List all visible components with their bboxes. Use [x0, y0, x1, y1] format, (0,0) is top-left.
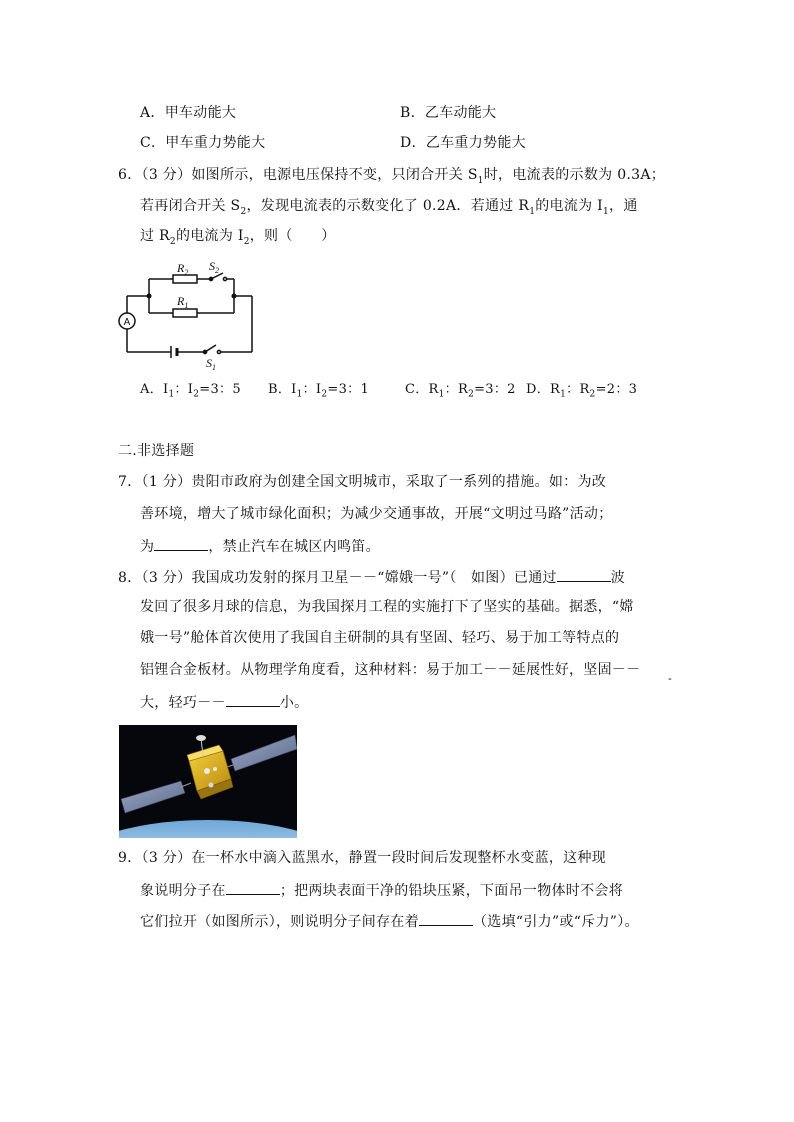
- switch-s2-contact: [223, 277, 226, 280]
- resistor-r1: [173, 309, 197, 317]
- label-r2: $R_2$: [177, 261, 189, 277]
- q8-line-2: 发回了很多月球的信息，为我国探月工程的实施打下了坚实的基础。据悉，“嫦: [140, 599, 634, 615]
- option-sub: 1: [438, 389, 445, 400]
- option-text: =3：2: [474, 382, 516, 397]
- q9-line-2: [140, 880, 623, 900]
- q8-text: 大，轻巧－－: [140, 695, 226, 711]
- option-text: ：R: [444, 382, 469, 397]
- label-ammeter: A: [123, 317, 131, 328]
- q7-text: ，禁止汽车在城区内鸣笛。: [208, 539, 380, 555]
- q8-text: 小。: [279, 695, 309, 711]
- q6-number: 6．: [118, 167, 142, 183]
- q8-score: （3 分）: [141, 570, 192, 586]
- q5-option-a: A．甲车动能大: [140, 105, 237, 121]
- option-text: ：I: [174, 382, 194, 397]
- q6-line-3: [140, 227, 336, 245]
- q6-sub: 2: [169, 236, 176, 247]
- q6-sub: 1: [477, 175, 484, 186]
- q6-text: ，则（ ）: [249, 228, 336, 244]
- label-s1: $S_1$: [206, 356, 216, 371]
- q7-number: 7．: [118, 474, 142, 490]
- q5-option-b: B．乙车动能大: [400, 105, 497, 121]
- answer-blank[interactable]: [226, 880, 280, 895]
- q6-text: 若再闭合开关 S: [140, 198, 241, 214]
- q9-line-3: [140, 911, 639, 931]
- answer-blank[interactable]: [154, 536, 208, 551]
- answer-blank[interactable]: [557, 567, 611, 582]
- option-sub: 2: [468, 389, 475, 400]
- q9-line-1: [118, 849, 606, 867]
- option-text: B．I: [268, 382, 297, 397]
- option-sub: 2: [321, 389, 328, 400]
- circuit-diagram: [115, 256, 265, 371]
- option-text: C．R: [405, 382, 439, 397]
- q6-text: 过 R: [140, 228, 170, 244]
- q7-line-2: 善环境，增大了城市绿化面积；为减少交通事故，开展“文明过马路”活动；: [140, 506, 613, 522]
- option-text: ：R: [566, 382, 590, 397]
- q9-score: （3 分）: [141, 850, 192, 866]
- q7-score: （1 分）: [141, 474, 192, 490]
- margin-mark: -: [668, 672, 673, 685]
- option-text: =3：5: [199, 382, 241, 397]
- switch-s1-contact: [217, 350, 220, 353]
- q6-option-c: [405, 381, 516, 399]
- q6-text: ，通: [609, 198, 638, 214]
- label-s2: $S_2$: [209, 259, 219, 275]
- q9-number: 9．: [118, 850, 142, 866]
- q6-line-1: [118, 166, 665, 184]
- q9-text: 象说明分子在: [140, 883, 226, 899]
- q8-text: 我国成功发射的探月卫星－－“嫦娥一号”（ 如图）已通过: [191, 570, 557, 586]
- option-text: A．I: [140, 382, 169, 397]
- q6-option-b: [268, 381, 369, 399]
- q6-line-2: [140, 197, 638, 215]
- q8-line-4: 铝锂合金板材。从物理学角度看，这种材料：易于加工－－延展性好，坚固－－: [140, 662, 641, 678]
- option-sub: 1: [560, 389, 567, 400]
- section-title: 二.非选择题: [118, 443, 195, 459]
- q7-text: 贵阳市政府为创建全国文明城市，采取了一系列的措施。如：为改: [191, 474, 607, 490]
- q8-line-3: 娥一号”舱体首次使用了我国自主研制的具有坚固、轻巧、易于加工等特点的: [140, 630, 620, 646]
- satellite-image: [119, 725, 297, 838]
- q6-sub: 2: [240, 206, 247, 217]
- satellite-antenna: [196, 735, 206, 741]
- label-r1: $R_1$: [177, 294, 189, 310]
- q9-text: ；把两块表面干净的铅块压紧，下面吊一物体时不会将: [279, 883, 624, 899]
- switch-s1-blade: [205, 345, 216, 352]
- answer-blank[interactable]: [419, 911, 473, 926]
- q7-line-1: [118, 473, 606, 491]
- q5-option-c: C．甲车重力势能大: [140, 135, 266, 151]
- q9-text: 在一杯水中滴入蓝黑水，静置一段时间后发现整杯水变蓝，这种现: [191, 850, 607, 866]
- q6-text: 如图所示，电源电压保持不变，只闭合开关 S: [191, 167, 478, 183]
- option-sub: 1: [296, 389, 303, 400]
- q6-text: 时，电流表的示数为 0.3A；: [483, 167, 666, 183]
- q6-option-d: [526, 381, 637, 399]
- q8-line-5: [140, 692, 308, 712]
- q7-line-3: [140, 536, 380, 556]
- q6-text: 的电流为 I: [175, 228, 244, 244]
- q6-sub: 1: [529, 206, 536, 217]
- q6-text: ，发现电流表的示数变化了 0.2A．若通过 R: [246, 198, 530, 214]
- option-text: =2：3: [595, 382, 638, 397]
- answer-blank[interactable]: [226, 692, 280, 707]
- option-sub: 1: [168, 389, 175, 400]
- option-text: ：I: [302, 382, 322, 397]
- q6-score: （3 分）: [141, 167, 192, 183]
- q6-option-a: [140, 381, 241, 399]
- q5-option-d: D．乙车重力势能大: [400, 135, 526, 151]
- q8-line-1: [118, 567, 625, 587]
- q8-text: 波: [610, 570, 626, 586]
- option-text: =3：1: [327, 382, 370, 397]
- q6-text: 的电流为 I: [535, 198, 604, 214]
- option-sub: 2: [193, 389, 200, 400]
- option-sub: 2: [589, 389, 596, 400]
- q8-number: 8．: [118, 570, 142, 586]
- q6-sub: 1: [603, 206, 610, 217]
- q7-text: 为: [140, 539, 155, 555]
- q9-text: （选填“引力”或“斥力”）。: [473, 914, 639, 930]
- option-text: D．R: [526, 382, 561, 397]
- q6-sub: 2: [243, 236, 250, 247]
- q9-text: 它们拉开（如图所示），则说明分子间存在着: [140, 914, 419, 930]
